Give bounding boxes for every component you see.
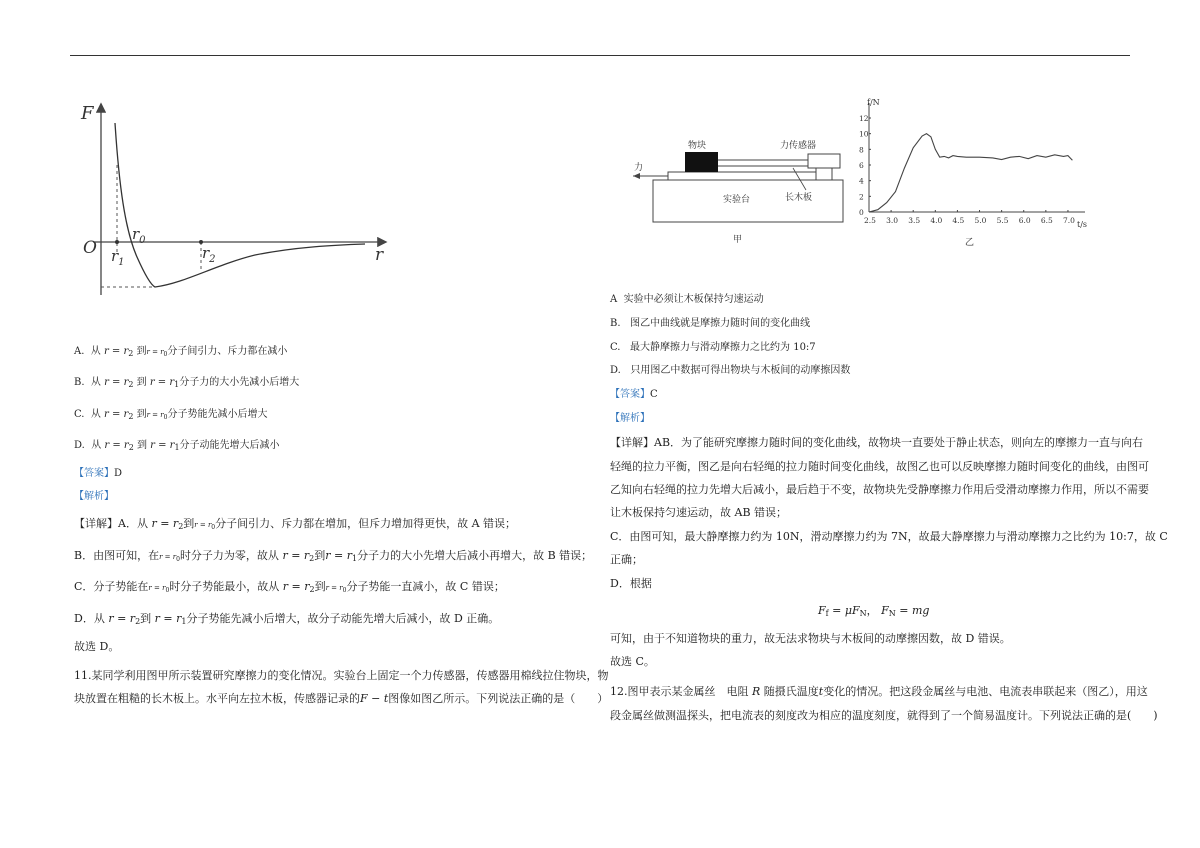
r-option-a: A 实验中必须让木板保持匀速运动 [610, 294, 764, 305]
force-sensor [808, 154, 840, 168]
analysis-label: 【解析】 [74, 491, 114, 502]
r-option-c: C. 最大静摩擦力与滑动摩擦力之比约为 10:7 [610, 342, 816, 353]
x-tick-label: 5.0 [974, 216, 987, 225]
x-tick-label: 3.5 [908, 216, 921, 225]
q12-line2: 段金属丝做测温探头，把电流表的刻度改为相应的温度刻度，就得到了一个简易温度计。下列说法正确的是( ) [610, 709, 1158, 722]
option-a: A. 从 $r = r_2$ 到$r = r_0$分子间引力、斥力都在减小 [74, 346, 288, 358]
svg-text:r0: $r_0$ [132, 225, 146, 246]
force-curve [115, 123, 365, 287]
r-detail-d-label: D．根据 [610, 577, 652, 590]
y-tick-label: 6 [859, 161, 864, 170]
q12-line1: 12.图甲表示某金属丝 电阻 R 随摄氏温度t变化的情况。把这段金属丝与电池、电流表串联起来（图乙），用这 [610, 685, 1148, 698]
table-label: 实验台 [723, 195, 751, 205]
x-tick-label: 3.0 [886, 216, 899, 225]
svg-text:r2: $r_2$ [202, 244, 216, 265]
option-d: D. 从 $r = r_2$ 到 $r = r_1$分子动能先增大后减小 [74, 440, 280, 452]
option-b: B. 从 $r = r_2$ 到 $r = r_1$分子力的大小先减小后增大 [74, 377, 300, 389]
y-axis-label: F [81, 103, 94, 124]
y-tick-label: 10 [859, 129, 869, 139]
r0-label: r [132, 225, 140, 243]
y-tick-label: 0 [859, 208, 864, 217]
r-option-d: D. 只用图乙中数据可得出物块与木板间的动摩擦因数 [610, 365, 851, 376]
q11-line1: 11.某同学利用图甲所示装置研究摩擦力的变化情况。实验台上固定一个力传感器，传感器用棉线拉住物块，物 [74, 669, 609, 682]
answer-line: 【答案】D [74, 468, 123, 479]
origin-label: O [83, 238, 97, 258]
apparatus-caption: 甲 [733, 235, 743, 245]
r-analysis-label: 【解析】 [610, 413, 650, 424]
r1-label: r [111, 247, 119, 265]
r-detail-ab-1: 【详解】AB．为了能研究摩擦力随时间的变化曲线，故物块一直要处于静止状态，则向左的摩擦力一直与向右 [610, 436, 1144, 449]
r-detail-d-after: 可知，由于不知道物块的重力，故无法求物块与木板间的动摩擦因数，故 D 错误。 [610, 632, 1011, 645]
intermolecular-force-graph [75, 95, 395, 305]
r-conclusion: 故选 C。 [610, 655, 655, 668]
board-label: 长木板 [785, 193, 813, 203]
x-tick-label: 6.0 [1018, 216, 1031, 225]
r-detail-ab-3: 乙知向右轻绳的拉力先增大后减小，最后趋于不变，故物块先受静摩擦力作用后受滑动摩擦力作用，所以不需要 [610, 483, 1149, 496]
option-c: C. 从 $r = r_2$ 到$r = r_0$分子势能先减小后增大 [74, 409, 268, 421]
detail-a: 【详解】A．从 $r = r_2$到$r = r_0$分子间引力、斥力都在增加，但斥力增加得更快，故 A 错误； [74, 517, 517, 531]
detail-b: B．由图可知，在$r = r_0$时分子力为零，故从 $r = r_2$到$r = r_1$分子力的大小先增大后减小再增大，故 B 错误； [74, 549, 593, 563]
x-tick-label: 4.0 [930, 216, 943, 225]
x-tick-label: 6.5 [1040, 216, 1053, 225]
friction-formula: $F_f = \mu F_N$， $F_N$ = mg [818, 604, 930, 618]
chart-xlabel: t/s [1077, 220, 1088, 229]
r2-label: r [202, 244, 210, 262]
sensor-base [816, 168, 832, 180]
y-tick-label: 4 [859, 176, 864, 186]
force-label: 力 [634, 163, 644, 173]
y-tick-label: 12 [859, 114, 869, 123]
y-tick-label: 2 [859, 192, 864, 202]
block [685, 152, 718, 172]
detail-c: C．分子势能在$r = r_0$时分子势能最小，故从 $r = r_2$到$r = r_0$分子势能一直减小，故 C 错误； [74, 580, 505, 594]
sensor-label: 力传感器 [780, 141, 817, 151]
r-detail-ab-2: 轻绳的拉力平衡，图乙是向右轻绳的拉力随时间变化曲线，故图乙也可以反映摩擦力随时间变化的曲线，由图可 [610, 460, 1149, 473]
x-tick-label: 4.5 [952, 216, 965, 225]
chart-caption: 乙 [965, 238, 975, 248]
top-rule [70, 55, 1130, 56]
r-answer-line: 【答案】C [610, 389, 658, 400]
r-detail-c-1: C．由图可知，最大静摩擦力约为 10N，滑动摩擦力约为 7N，故最大静摩擦力与滑动摩擦力之比约为 10:7，故 C [610, 530, 1168, 543]
long-board [668, 172, 818, 180]
left-conclusion: 故选 D。 [74, 640, 120, 653]
r-detail-c-2: 正确； [610, 553, 643, 566]
detail-d: D．从 $r = r_2$到 $r = r_1$分子势能先减小后增大，故分子动能先增大后减小，故 D 正确。 [74, 612, 500, 626]
friction-series-line [869, 134, 1072, 212]
svg-text:r1: $r_1$ [111, 247, 125, 268]
force-time-chart [855, 95, 1095, 250]
r-option-b: B. 图乙中曲线就是摩擦力随时间的变化曲线 [610, 318, 811, 329]
apparatus-diagram [628, 130, 853, 250]
block-label: 物块 [688, 141, 707, 151]
x-axis-label: r [375, 245, 384, 265]
r-detail-ab-4: 让木板保持匀速运动，故 AB 错误； [610, 506, 788, 519]
r1-point [115, 240, 119, 244]
x-tick-label: 5.5 [996, 216, 1009, 225]
q11-line2: 块放置在粗糙的长木板上。水平向左拉木板，传感器记录的F − t图像如图乙所示。下列说法正确的是（ ） [74, 692, 609, 705]
chart-ylabel: f/N [867, 98, 880, 107]
x-tick-label: 2.5 [864, 216, 876, 225]
y-tick-label: 8 [859, 145, 864, 155]
x-tick-label: 7.0 [1062, 216, 1075, 225]
